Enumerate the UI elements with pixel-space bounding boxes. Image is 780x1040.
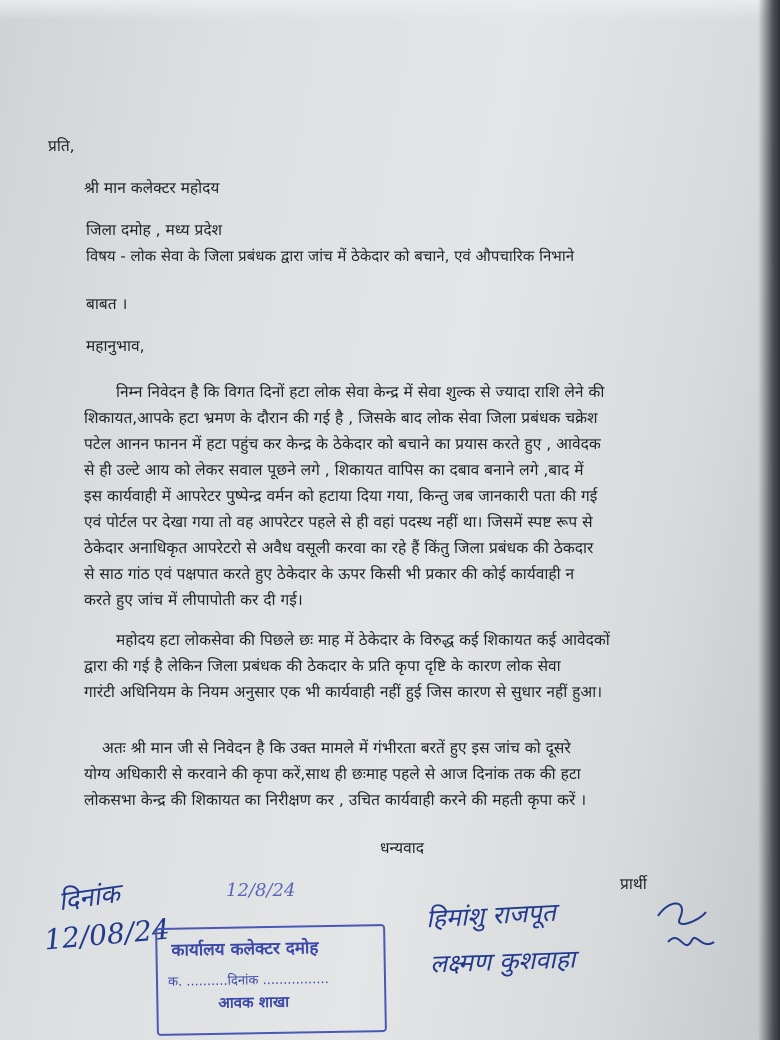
closing-thanks: धन्यवाद [380, 839, 424, 857]
signature-scribble [640, 892, 720, 972]
para1-line: से ही उल्टे आय को लेकर सवाल पूछने लगे , शिकायत वापिस का दबाव बनाने लगे ,बाद में [84, 461, 584, 479]
para1-line: इस कार्यवाही में आपरेटर पुष्पेन्द्र वर्मन को हटाया दिया गया, किन्तु जब जानकारी पता की गई [84, 487, 598, 505]
para2-line: महोदय हटा लोकसेवा की पिछले छः माह में ठेकेदार के विरुद्ध कई शिकायत कई आवेदकों [116, 631, 610, 649]
applicant-label: प्रार्थी [620, 875, 647, 893]
para1-line: ठेकेदार अनाधिकृत आपरेटरो से अवैध वसूली करवा का रहे हैं किंतु जिला प्रबंधक की ठेकदार [84, 539, 594, 557]
stamp-number-date: क. ..........दिनांक ................ [167, 971, 329, 990]
para1-line: पटेल आनन फानन में हटा पहुंच कर केन्द्र के ठेकेदार को बचाने का प्रयास करते हुए , आवेदक [84, 435, 601, 453]
para1-line: से साठ गांठ एवं पक्षपात करते हुए ठेकेदार के ऊपर किसी भी प्रकार की कोई कार्यवाही न [84, 565, 575, 583]
handwritten-initial-note: 12/8/24 [226, 880, 296, 901]
para3-line: अतः श्री मान जी से निवेदन है कि उक्त मामले में गंभीरता बरतें हुए इस जांच को दूसरे [102, 739, 571, 757]
para1-line: करते हुए जांच में लीपापोती कर दी गई। [84, 591, 303, 609]
subject-line-1: विषय - लोक सेवा के जिला प्रबंधक द्वारा जांच में ठेकेदार को बचाने, एवं औपचारिक निभाने [86, 247, 575, 265]
district-line: जिला दमोह , मध्य प्रदेश [86, 221, 223, 239]
para1-line: एवं पोर्टल पर देखा गया तो वह आपरेटर पहले से ही वहां पदस्थ नहीं था। जिसमें स्पष्ट रूप से [84, 513, 593, 531]
para1-line: निम्न निवेदन है कि विगत दिनों हटा लोक सेवा केन्द्र में सेवा शुल्क से ज्यादा राशि लेने की [116, 383, 605, 401]
office-stamp [155, 924, 387, 1036]
subject-line-2: बाबत । [86, 295, 128, 313]
para2-line: गारंटी अधिनियम के नियम अनुसार एक भी कार्यवाही नहीं हुई जिस कारण से सुधार नहीं हुआ। [84, 683, 603, 701]
para2-line: द्वारा की गई है लेकिन जिला प्रबंधक की ठेकदार के प्रति कृपा दृष्टि के कारण लोक सेवा [84, 657, 561, 675]
signature-name-1: हिमांशु राजपूत [425, 897, 557, 934]
para1-line: शिकायत,आपके हटा भ्रमण के दौरान की गई है , जिसके बाद लोक सेवा जिला प्रबंधक चक्रेश [84, 409, 598, 427]
greeting: महानुभाव, [86, 337, 145, 355]
para3-line: योग्य अधिकारी से करवाने की कृपा करें,साथ ही छःमाह पहले से आज दिनांक तक की हटा [84, 765, 581, 783]
stamp-inward: आवक शाखा [218, 992, 290, 1012]
signature-name-2: लक्ष्मण कुशवाहा [429, 944, 576, 979]
addressee: श्री मान कलेक्टर महोदय [84, 179, 220, 197]
handwritten-date-label: दिनांक [56, 878, 122, 918]
stamp-office: कार्यालय कलेक्टर दमोह [171, 938, 319, 961]
para3-line: लोकसभा केन्द्र की शिकायत का निरीक्षण कर , उचित कार्यवाही करने की महती कृपा करें । [84, 791, 587, 809]
paper-right-shadow [758, 0, 780, 1040]
handwritten-date-value: 12/08/24 [42, 912, 171, 957]
salutation-to: प्रति, [48, 137, 75, 155]
paper-top-shade [0, 0, 780, 20]
